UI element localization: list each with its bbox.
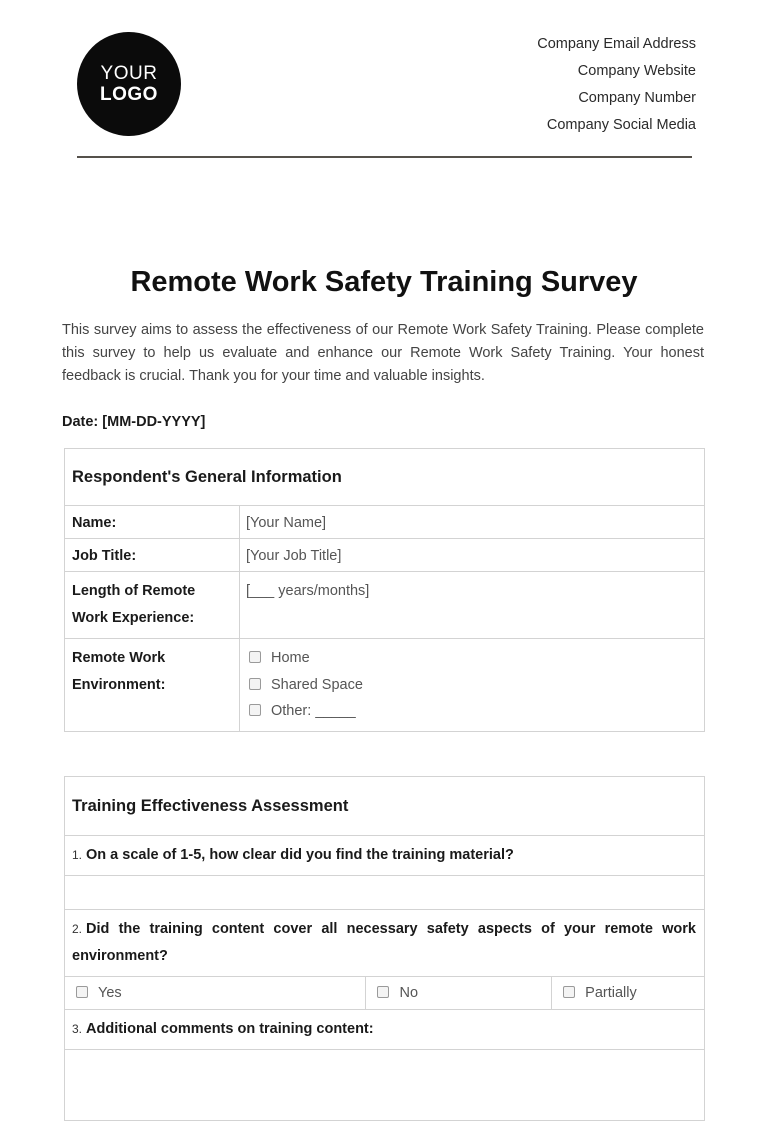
- environment-option-shared-space[interactable]: Shared Space: [246, 672, 698, 699]
- table-row: [65, 639, 705, 732]
- date-field[interactable]: Date: [MM-DD-YYYY]: [62, 414, 206, 430]
- document-title: Remote Work Safety Training Survey: [130, 266, 638, 298]
- environment-label: Remote Work Environment:: [65, 639, 240, 732]
- name-label: Name:: [65, 506, 240, 539]
- table-row: [65, 506, 705, 539]
- question-3-answer-field[interactable]: [65, 1050, 705, 1121]
- company-website: Company Website: [577, 63, 696, 79]
- logo-line-2: LOGO: [100, 84, 158, 105]
- checkbox-icon[interactable]: [76, 986, 88, 998]
- question-1: 1. On a scale of 1-5, how clear did you find the training material?: [65, 836, 705, 876]
- company-social-media: Company Social Media: [546, 117, 696, 133]
- checkbox-icon[interactable]: [249, 704, 261, 716]
- company-contact-block: [537, 35, 696, 143]
- option-yes[interactable]: Yes: [65, 977, 366, 1010]
- table-row: [65, 539, 705, 572]
- assessment-heading: Training Effectiveness Assessment: [65, 777, 705, 836]
- answer-row: [65, 876, 705, 910]
- checkbox-icon[interactable]: [249, 651, 261, 663]
- name-input[interactable]: [Your Name]: [240, 506, 705, 539]
- answer-row: [65, 977, 705, 1010]
- header-divider: [77, 156, 692, 158]
- checkbox-icon[interactable]: [249, 678, 261, 690]
- experience-input[interactable]: [___ years/months]: [240, 572, 705, 639]
- option-no[interactable]: No: [366, 977, 552, 1010]
- environment-option-home[interactable]: Home: [246, 645, 698, 672]
- option-partially[interactable]: Partially: [552, 977, 705, 1010]
- question-1-answer-field[interactable]: [65, 876, 705, 910]
- logo-line-1: YOUR: [100, 63, 158, 84]
- table-row: [65, 572, 705, 639]
- question-row: [65, 836, 705, 876]
- general-information-table: [64, 448, 705, 732]
- training-assessment-table: [64, 776, 705, 1121]
- question-row: [65, 1010, 705, 1050]
- job-title-input[interactable]: [Your Job Title]: [240, 539, 705, 572]
- company-email: Company Email Address: [537, 36, 696, 52]
- company-number: Company Number: [578, 90, 696, 106]
- experience-label: Length of Remote Work Experience:: [65, 572, 240, 639]
- question-3: 3. Additional comments on training content:: [65, 1010, 705, 1050]
- checkbox-icon[interactable]: [377, 986, 389, 998]
- general-information-heading: Respondent's General Information: [65, 449, 705, 506]
- question-row: [65, 910, 705, 977]
- answer-row: [65, 1050, 705, 1121]
- question-2: 2. Did the training content cover all necessary safety aspects of your remote work environment?: [65, 910, 705, 977]
- job-title-label: Job Title:: [65, 539, 240, 572]
- environment-options: [240, 639, 705, 732]
- checkbox-icon[interactable]: [563, 986, 575, 998]
- environment-option-other[interactable]: Other: _____: [246, 698, 698, 725]
- intro-paragraph: This survey aims to assess the effectiveness of our Remote Work Safety Training. Please complete this survey to help us evaluate and enhance our Remote Work Safety Training. Your honest feedback is crucial. Thank you for your time and valuable insights.: [62, 322, 704, 384]
- company-logo: [77, 32, 181, 136]
